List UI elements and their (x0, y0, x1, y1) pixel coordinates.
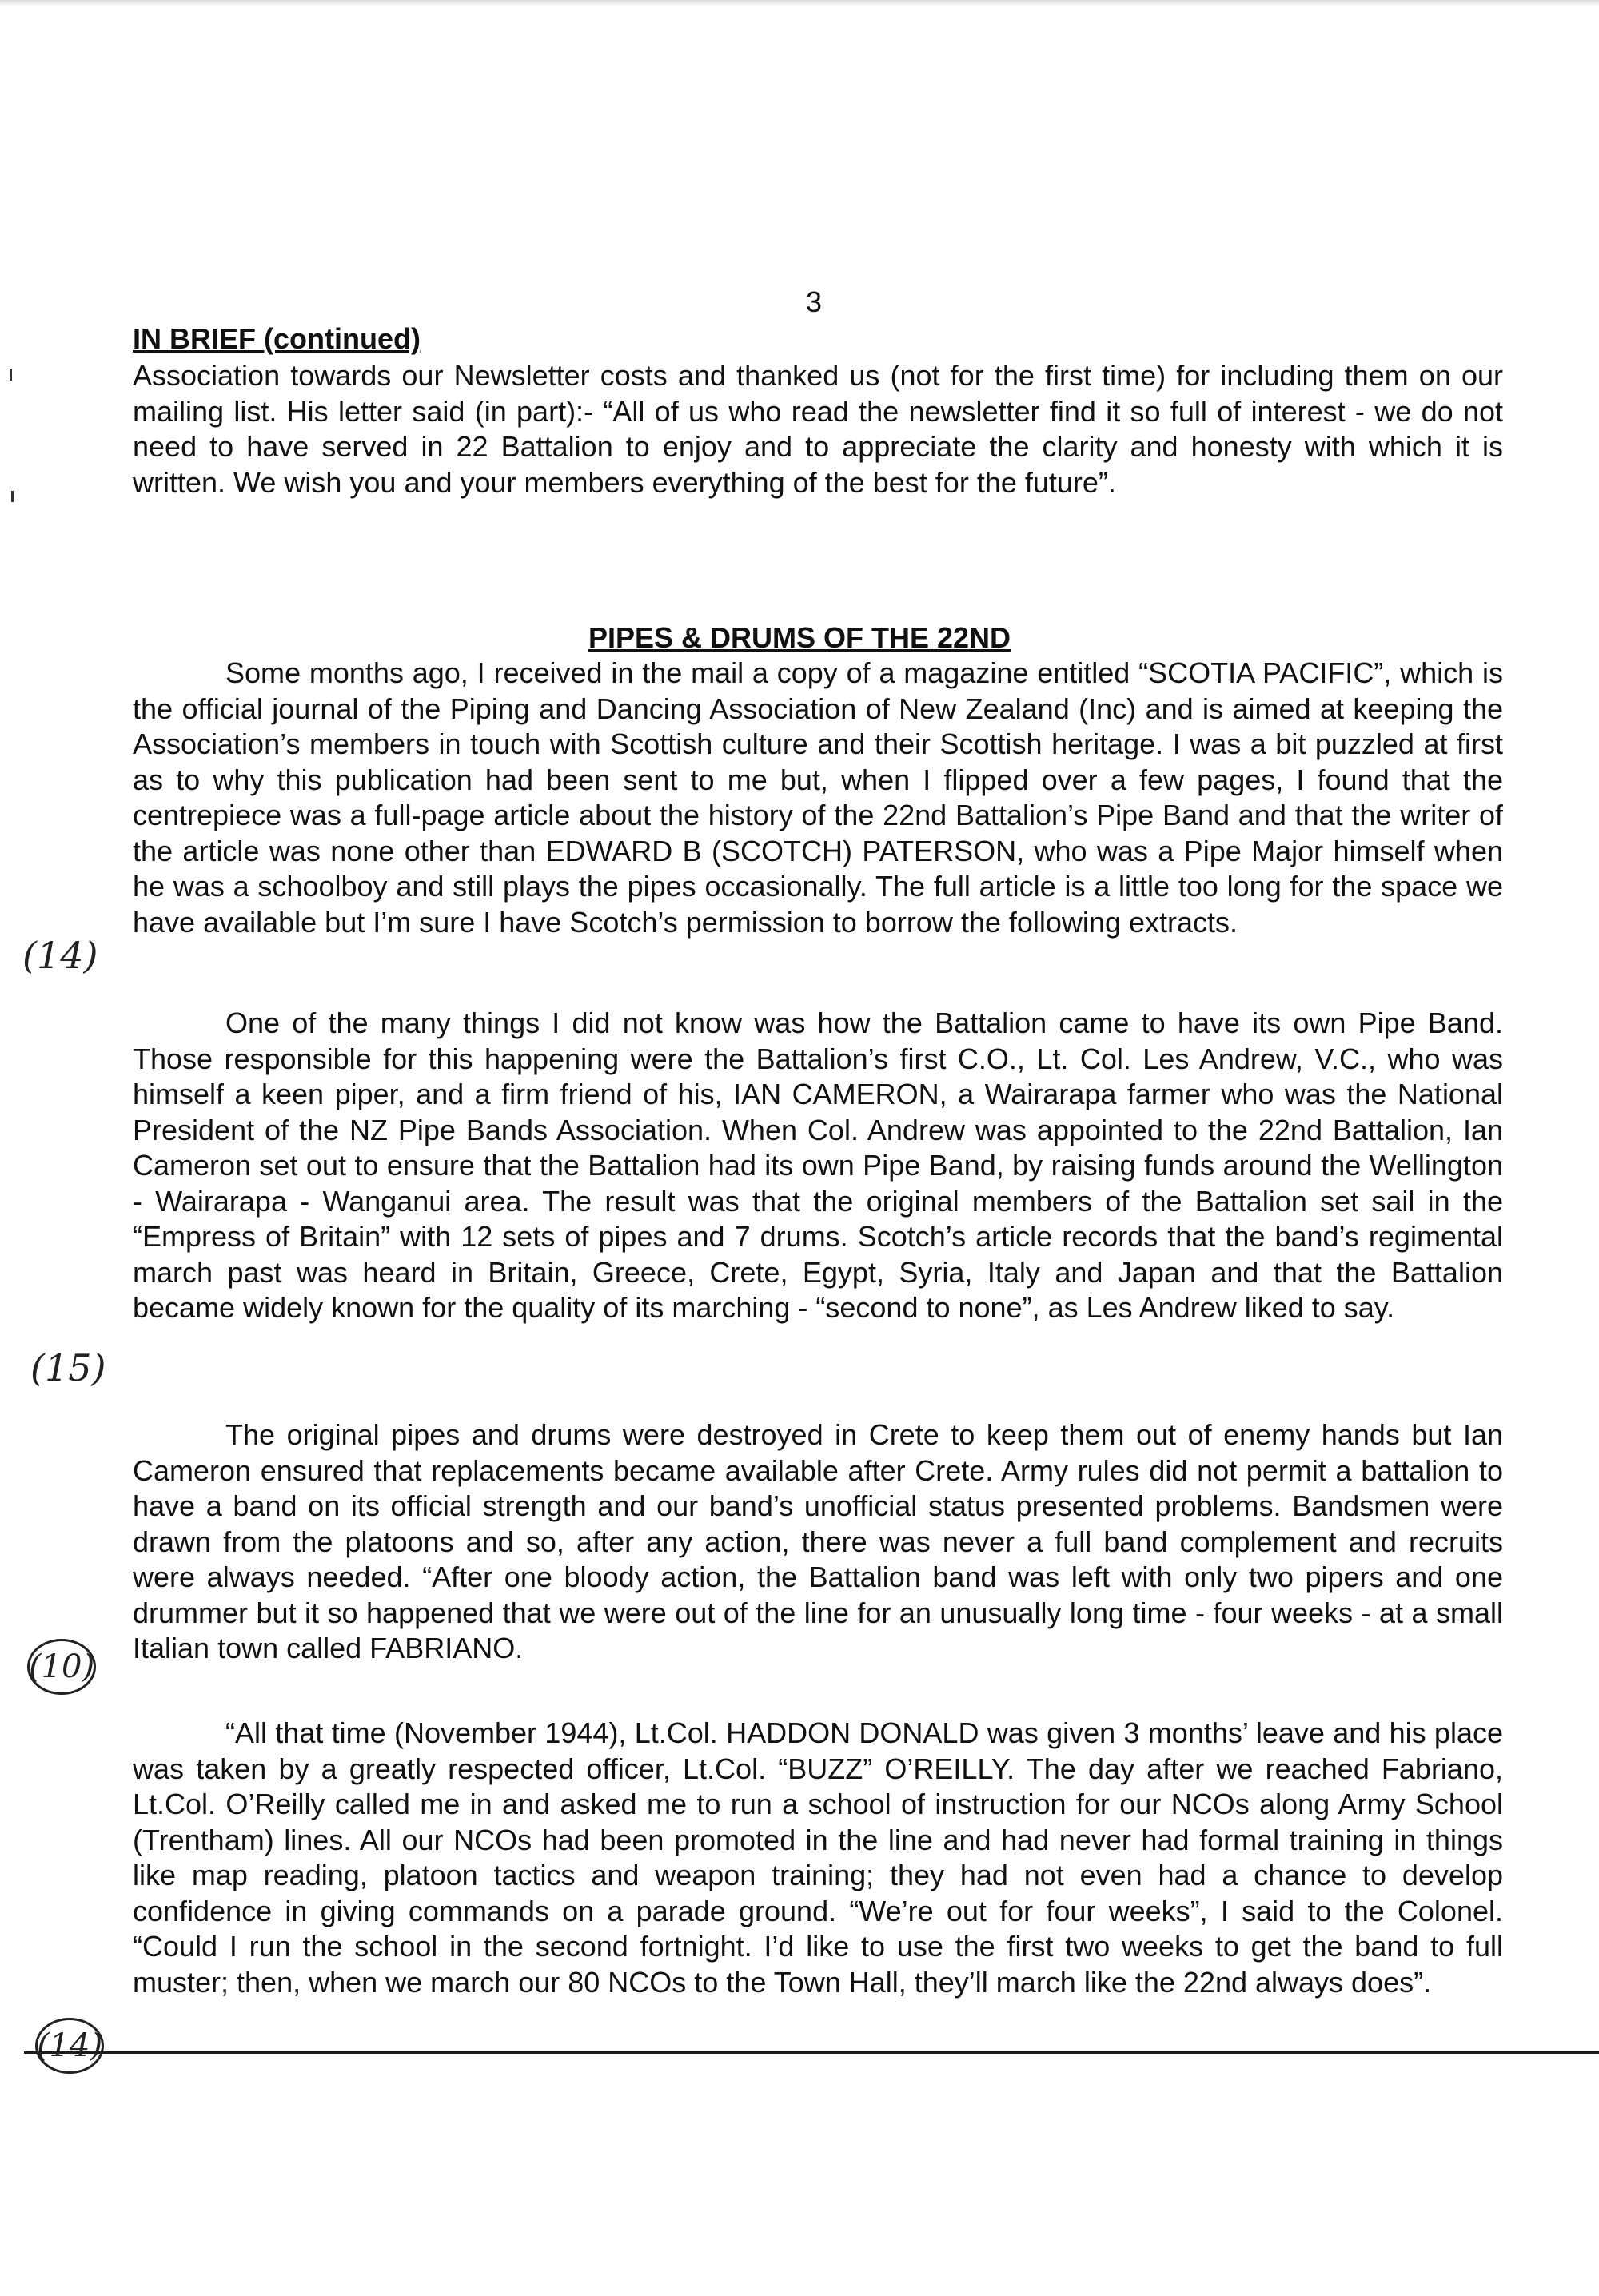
margin-note-circled: (10) (27, 1639, 96, 1695)
bottom-rule (24, 2051, 1599, 2054)
section-label-in-brief: IN BRIEF (continued) (133, 322, 421, 355)
in-brief-paragraph: Association towards our Newsletter costs and thanked us (not for the first time) for including them on our mailing list. His letter said (in part):- “All of us who read the newsletter find it so full of interest - we do not need to have served in 22 Battalion to enjoy and to appreciate the clarity and honesty with which it is written. We wish you and your members everything of the best for the future”. (133, 359, 1503, 499)
margin-note-handwritten: (14) (22, 934, 98, 977)
article-paragraph-2: One of the many things I did not know was how the Battalion came to have its own Pipe Band. Those responsible for this happening were the Battalion’s first C.O., Lt. Col. Les Andrew, V.C., who was himself a keen piper, and a firm friend of his, IAN CAMERON, a Wairarapa farmer who was the National President of the NZ Pipe Bands Association. When Col. Andrew was appointed to the 22nd Battalion, Ian Cameron set out to ensure that the Battalion had its own Pipe Band, by raising funds around the Wellington - Wairarapa - Wanganui area. The result was that the original members of the Battalion set sail in the “Empress of Britain” with 12 sets of pipes and 7 drums. Scotch’s article records that the band’s regimental march past was heard in Britain, Greece, Crete, Egypt, Syria, Italy and Japan and that the Battalion became widely known for the quality of its marching - “second to none”, as Les Andrew liked to say. (133, 1006, 1503, 1324)
page-number: 3 (806, 285, 823, 318)
margin-tick-mark (10, 369, 12, 381)
article-heading: PIPES & DRUMS OF THE 22ND (588, 621, 1011, 654)
article-paragraph-1: Some months ago, I received in the mail a copy of a magazine entitled “SCOTIA PACIFIC”, which is the official journal of the Piping and Dancing Association of New Zealand (Inc) and is aimed at keeping the Association’s members in touch with Scottish culture and their Scottish heritage. I was a bit puzzled at first as to why this publication had been sent to me but, when I flipped over a few pages, I found that the centrepiece was a full-page article about the history of the 22nd Battalion’s Pipe Band and that the writer of the article was none other than EDWARD B (SCOTCH) PATERSON, who was a Pipe Major himself when he was a schoolboy and still plays the pipes occasionally. The full article is a little too long for the space we have available but I’m sure I have Scotch’s permission to borrow the following extracts. (133, 656, 1503, 939)
article-paragraph-3: The original pipes and drums were destroyed in Crete to keep them out of enemy hands but Ian Cameron ensured that replacements became available after Crete. Army rules did not permit a battalion to have a band on its official strength and our band’s unofficial status presented problems. Bandsmen were drawn from the platoons and so, after any action, there was never a full band complement and recruits were always needed. “After one bloody action, the Battalion band was left with only two pipers and one drummer but it so happened that we were out of the line for an unusually long time - four weeks - at a small Italian town called FABRIANO. (133, 1418, 1503, 1664)
margin-tick-mark (11, 491, 14, 502)
margin-note-circled: (14) (35, 2018, 104, 2074)
article-paragraph-4: “All that time (November 1944), Lt.Col. HADDON DONALD was given 3 months’ leave and his place was taken by a greatly respected officer, Lt.Col. “BUZZ” O’REILLY. The day after we reached Fabriano, Lt.Col. O’Reilly called me in and asked me to run a school of instruction for our NCOs along Army School (Trentham) lines. All our NCOs had been promoted in the line and had never had formal training in things like map reading, platoon tactics and weapon training; they had not even had a chance to develop confidence in giving commands on a parade ground. “We’re out for four weeks”, I said to the Colonel. “Could I run the school in the second fortnight. I’d like to use the first two weeks to get the band to full muster; then, when we march our 80 NCOs to the Town Hall, they’ll march like the 22nd always does”. (133, 1716, 1503, 1999)
margin-note-handwritten: (15) (30, 1346, 106, 1389)
scan-edge (0, 0, 1599, 6)
